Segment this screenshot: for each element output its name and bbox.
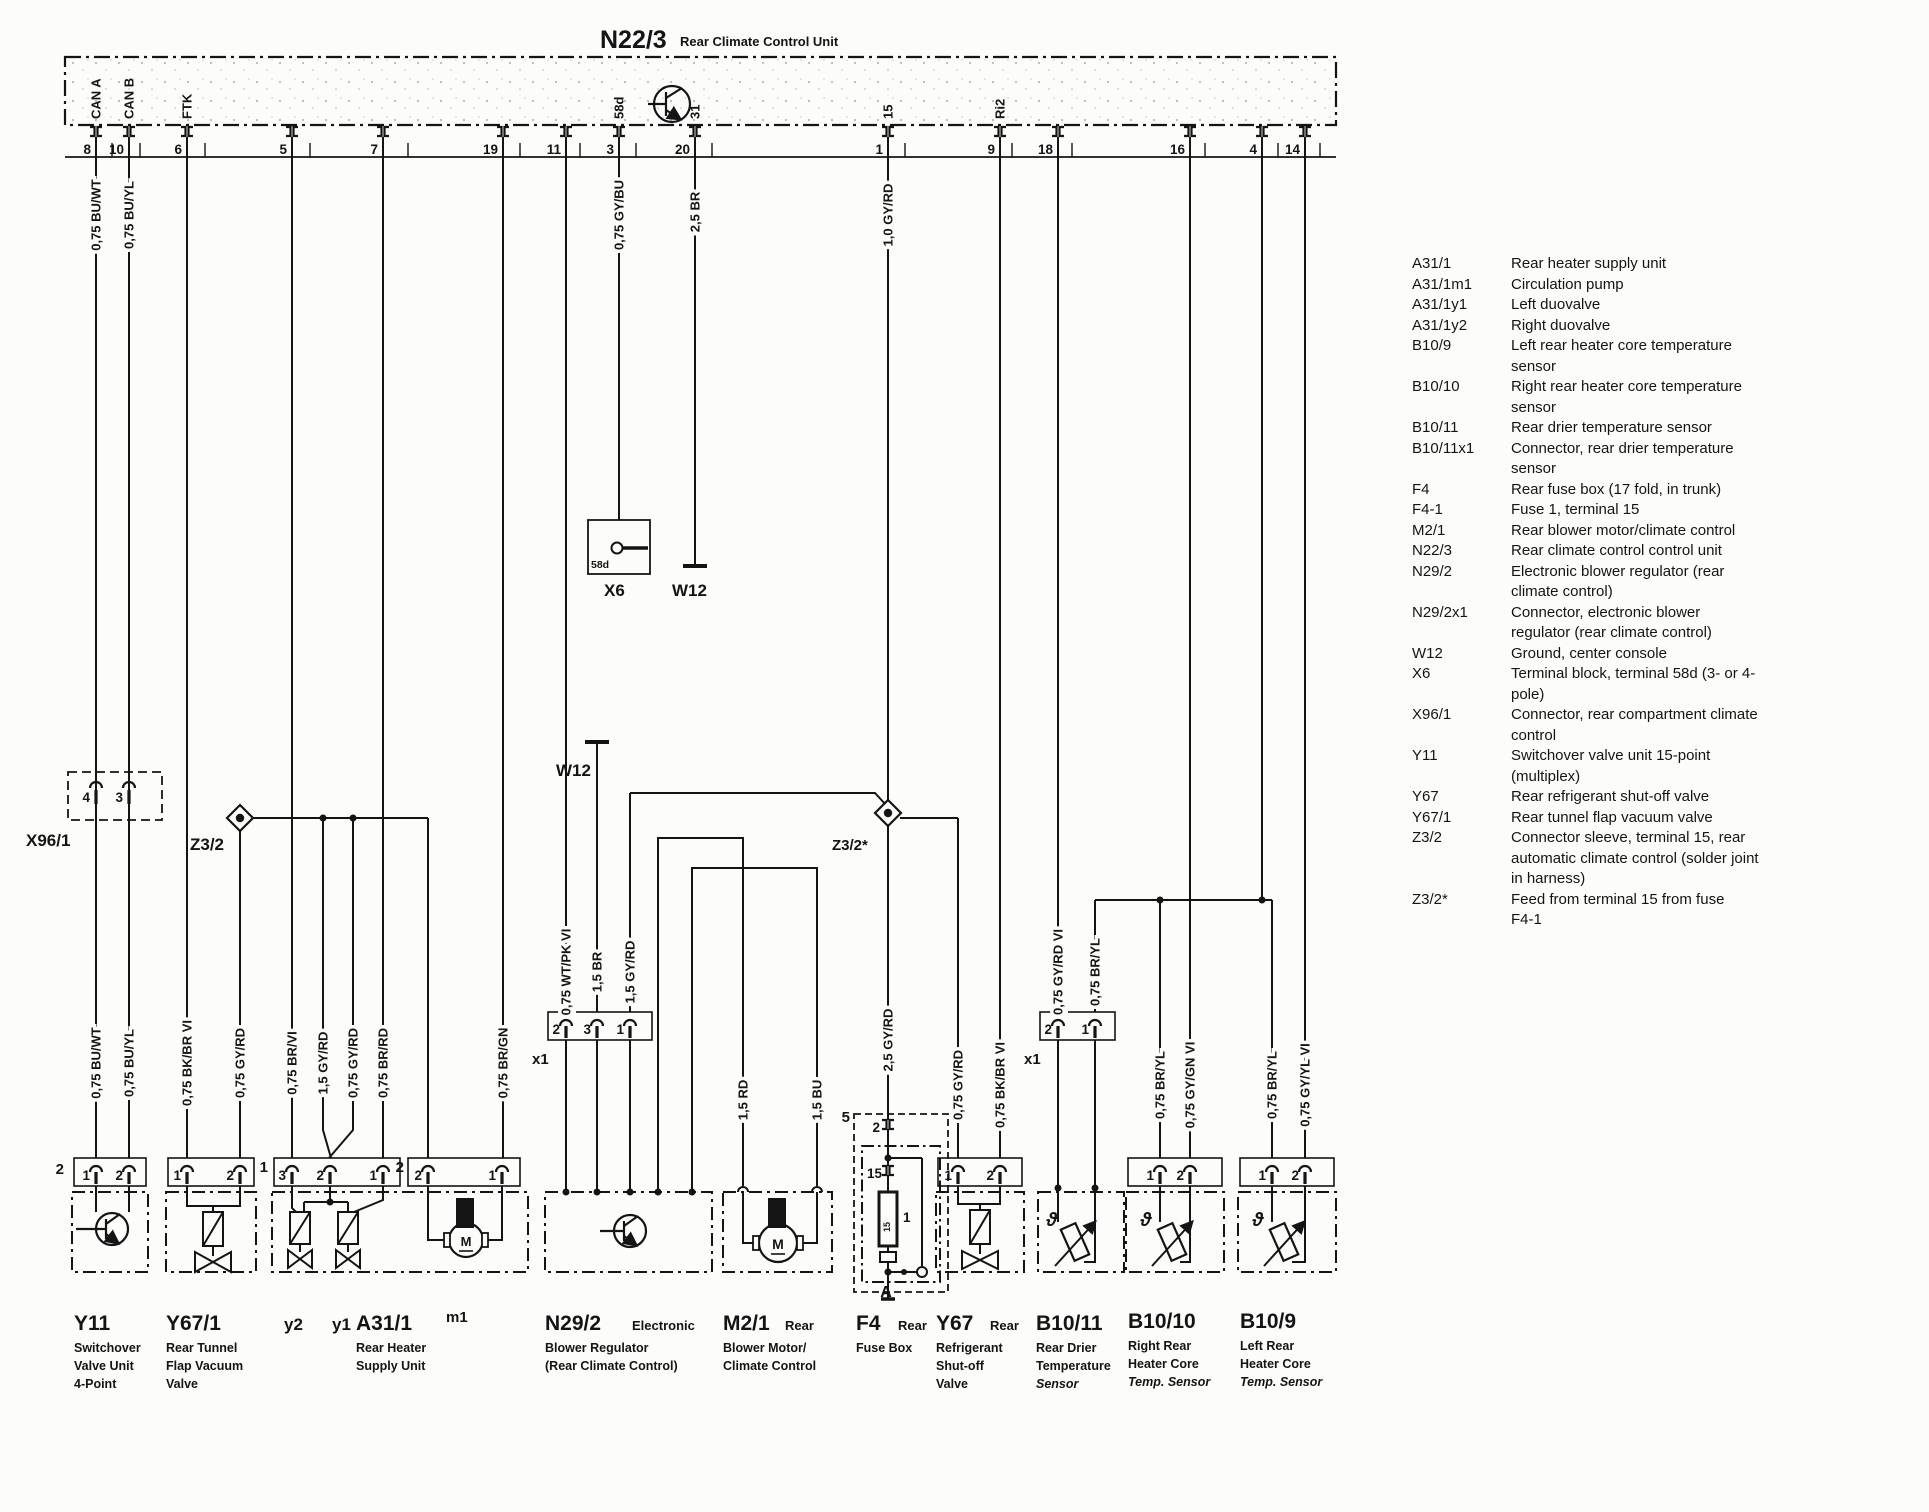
- x6-label: X6: [604, 581, 625, 600]
- legend-row: [1412, 746, 1852, 787]
- strip-pin-label: 4: [82, 790, 90, 805]
- pin-name-label: CAN B: [121, 77, 137, 119]
- x1-label-b10-11: x1: [1024, 1051, 1041, 1068]
- strip-pin-label: 2: [986, 1168, 994, 1183]
- legend-row: [1412, 521, 1852, 542]
- svg-text:Blower Regulator: Blower Regulator: [545, 1341, 649, 1355]
- legend-code: Y11: [1412, 747, 1438, 764]
- strip-pin-label: 5: [841, 1109, 850, 1126]
- legend-description: [1511, 316, 1852, 337]
- svg-text:Fuse Box: Fuse Box: [856, 1341, 913, 1355]
- component-boxes: [72, 1192, 1336, 1272]
- legend-description-line: Terminal block, terminal 58d (3- or 4-: [1511, 665, 1756, 682]
- legend-description-line: Rear climate control control unit: [1511, 542, 1722, 559]
- legend-code: Y67/1: [1412, 808, 1452, 826]
- svg-text:Heater Core: Heater Core: [1128, 1357, 1199, 1371]
- connector-x96-1: [26, 772, 162, 850]
- strip-pin-label: 1: [1258, 1168, 1266, 1183]
- legend-row: [1412, 316, 1852, 337]
- legend-code: A31/1y2: [1412, 316, 1468, 334]
- legend-description: [1511, 295, 1852, 316]
- pin-name-label: 15: [880, 104, 896, 119]
- strip-pin-label: 2: [1176, 1168, 1184, 1183]
- legend-description-line: Rear blower motor/climate control: [1511, 521, 1736, 539]
- legend-row: [1412, 500, 1852, 521]
- strip-pin-label: 15: [866, 1166, 882, 1181]
- strip-pin-label: 2: [115, 1168, 123, 1183]
- strip-pin-label: 1: [82, 1168, 90, 1183]
- pin-number: 16: [1169, 142, 1185, 157]
- legend-description-line: pole): [1511, 685, 1545, 703]
- pin-socket: [181, 1166, 193, 1172]
- legend-row: [1412, 644, 1852, 665]
- legend-code: A31/1: [1412, 255, 1452, 272]
- svg-text:Climate Control: Climate Control: [723, 1359, 817, 1373]
- svg-text:Rear: Rear: [898, 1318, 927, 1333]
- legend-row: [1412, 295, 1852, 316]
- pin-socket: [286, 1166, 298, 1172]
- legend-row: [1412, 541, 1852, 562]
- terminal-block-x6: [588, 520, 650, 600]
- legend-description-line: Left rear heater core temperature: [1511, 337, 1732, 354]
- legend-description: [1511, 439, 1852, 480]
- svg-text:4-Point: 4-Point: [74, 1377, 117, 1391]
- legend-description-line: Rear tunnel flap vacuum valve: [1511, 808, 1713, 826]
- wire-label: 0,75 GY/YL VI: [1297, 1043, 1313, 1127]
- ground-w12-lower: [556, 742, 609, 780]
- legend-description: [1511, 541, 1852, 562]
- wire-label: 0,75 BR/RD: [375, 1027, 391, 1099]
- pin-number: 18: [1037, 142, 1053, 157]
- legend-description-line: (multiplex): [1511, 767, 1581, 785]
- z3-2-star-label: Z3/2*: [832, 837, 868, 854]
- pin-socket: [123, 127, 135, 136]
- n29-2-regulator-icon: [600, 1215, 646, 1247]
- legend-description: [1511, 562, 1852, 603]
- wire-label: 0,75 BU/YL: [121, 1029, 137, 1097]
- x1-label-n29: x1: [532, 1051, 549, 1068]
- pin-socket: [1184, 1166, 1196, 1172]
- svg-text:Temp. Sensor: Temp. Sensor: [1240, 1375, 1323, 1389]
- strip-pin-label: 3: [278, 1168, 286, 1183]
- strip-pin-label: 1: [944, 1168, 952, 1183]
- pin-socket: [560, 127, 572, 136]
- solder-joint-z3-2-star: [832, 800, 901, 854]
- legend-row: [1412, 705, 1852, 746]
- wire-label: 0,75 GY/RD: [345, 1027, 361, 1099]
- pin-socket: [952, 1166, 964, 1172]
- legend-description-line: Left duovalve: [1511, 296, 1601, 313]
- legend-description-line: Rear drier temperature sensor: [1511, 419, 1712, 436]
- y67-valve-icon: [962, 1210, 998, 1269]
- svg-text:Rear: Rear: [785, 1318, 814, 1333]
- pin-socket: [1266, 1166, 1278, 1172]
- svg-text:M2/1: M2/1: [723, 1312, 770, 1335]
- legend-code: B10/9: [1412, 337, 1452, 354]
- legend-description: [1511, 890, 1852, 931]
- legend-description: [1511, 500, 1852, 521]
- legend-row: [1412, 562, 1852, 603]
- legend-description-line: in harness): [1511, 870, 1586, 887]
- legend-code: Y67: [1412, 788, 1439, 805]
- wire-label: 0,75 WT/PK VI: [558, 928, 574, 1016]
- svg-text:F4: F4: [856, 1312, 881, 1335]
- strip-pin-label: 1: [903, 1210, 911, 1225]
- wire-label: 0,75 BR/YL: [1087, 938, 1103, 1006]
- pin-number: 19: [482, 142, 498, 157]
- legend-description-line: sensor: [1511, 460, 1557, 477]
- pin-socket: [591, 1020, 603, 1026]
- legend-description-line: automatic climate control (solder joint: [1511, 849, 1759, 867]
- strip-pin-label: 1: [173, 1168, 181, 1183]
- pin-socket: [496, 1166, 508, 1172]
- svg-text:Sensor: Sensor: [1036, 1377, 1079, 1391]
- legend-description-line: Fuse 1, terminal 15: [1511, 501, 1640, 518]
- wire-label: 1,0 GY/RD: [880, 183, 896, 247]
- svg-text:Y67/1: Y67/1: [166, 1312, 221, 1335]
- wire-label: 1,5 BR: [589, 951, 605, 993]
- svg-text:Flap Vacuum: Flap Vacuum: [166, 1359, 244, 1373]
- strip-pin-label: 2: [1291, 1168, 1299, 1183]
- svg-text:Heater Core: Heater Core: [1240, 1357, 1311, 1371]
- legend-row: [1412, 664, 1852, 705]
- legend-description: [1511, 603, 1852, 644]
- strip-pin-label: A: [880, 1284, 892, 1301]
- legend-row: [1412, 336, 1852, 377]
- wire-label: 0,75 GY/RD: [950, 1049, 966, 1121]
- svg-text:Right Rear: Right Rear: [1128, 1339, 1192, 1353]
- pin-socket: [994, 1166, 1006, 1172]
- legend-code: A31/1y1: [1412, 296, 1468, 313]
- legend-description-line: Connector sleeve, terminal 15, rear: [1511, 829, 1746, 846]
- pin-socket: [286, 127, 298, 136]
- svg-text:y1: y1: [332, 1315, 351, 1334]
- wire-label: 2,5 BR: [687, 191, 703, 233]
- strip-pin-label: 2: [872, 1120, 880, 1135]
- x96-1-label: X96/1: [26, 831, 71, 850]
- pin-socket: [377, 127, 389, 136]
- legend-row: [1412, 418, 1852, 439]
- wire-label: 0,75 GY/BU: [611, 179, 627, 251]
- legend-row: [1412, 377, 1852, 418]
- legend-code: Z3/2: [1412, 829, 1443, 846]
- svg-text:Rear: Rear: [990, 1318, 1019, 1333]
- pin-socket: [1154, 1166, 1166, 1172]
- strip-pin-label: 1: [1146, 1168, 1154, 1183]
- svg-text:Supply Unit: Supply Unit: [356, 1359, 426, 1373]
- legend-description-line: Rear fuse box (17 fold, in trunk): [1511, 480, 1722, 498]
- svg-text:m1: m1: [446, 1309, 468, 1326]
- legend-description-line: Electronic blower regulator (rear: [1511, 562, 1725, 580]
- legend-description-line: F4-1: [1511, 911, 1542, 928]
- legend-description-line: Rear heater supply unit: [1511, 255, 1667, 272]
- b10-11-sensor-icon: [1055, 1222, 1095, 1266]
- legend-description: [1511, 644, 1852, 665]
- legend-row: [1412, 275, 1852, 296]
- w12-label: W12: [672, 581, 707, 600]
- legend-code: N29/2: [1412, 562, 1453, 580]
- svg-text:A31/1: A31/1: [356, 1312, 413, 1335]
- pin-number: 14: [1284, 142, 1300, 157]
- wire-label: 0,75 BR/VI: [284, 1031, 300, 1095]
- strip-pin-label: 2: [1044, 1022, 1052, 1037]
- legend-description: [1511, 521, 1852, 542]
- legend-description-line: regulator (rear climate control): [1511, 624, 1712, 641]
- svg-text:Valve: Valve: [166, 1377, 198, 1391]
- pin-number: 11: [546, 142, 561, 157]
- pin-socket: [1256, 127, 1268, 136]
- strip-pin-label: 1: [259, 1159, 268, 1176]
- pin-number: 20: [674, 142, 690, 157]
- legend-code: F4-1: [1412, 501, 1443, 518]
- pin-socket: [1299, 127, 1311, 136]
- pin-number: 4: [1249, 142, 1257, 157]
- wire-label: 1,5 GY/RD: [315, 1031, 331, 1095]
- legend-code: B10/11: [1412, 419, 1459, 436]
- wire-label: 0,75 GY/RD VI: [1050, 929, 1066, 1015]
- legend-description: [1511, 808, 1852, 829]
- wire-label: 1,5 BU: [809, 1079, 825, 1121]
- svg-text:Temp. Sensor: Temp. Sensor: [1128, 1375, 1211, 1389]
- svg-text:Refrigerant: Refrigerant: [936, 1341, 1003, 1355]
- legend-code: F4: [1412, 480, 1430, 498]
- svg-text:Valve: Valve: [936, 1377, 968, 1391]
- svg-text:Y67: Y67: [936, 1312, 974, 1335]
- pin-name-label: Ri2: [992, 98, 1008, 119]
- legend-row: [1412, 890, 1852, 931]
- pin-number: 10: [108, 142, 124, 157]
- legend-row: [1412, 828, 1852, 890]
- svg-text:y2: y2: [284, 1315, 303, 1334]
- wire-label: 0,75 BU/WT: [88, 179, 104, 251]
- pin-socket: [377, 1166, 389, 1172]
- page-title-sub: Rear Climate Control Unit: [680, 34, 839, 49]
- strip-pin-label: 1: [616, 1022, 624, 1037]
- legend-description: [1511, 828, 1852, 890]
- legend-description-line: Ground, center console: [1511, 644, 1667, 662]
- strip-pin-label: 2: [552, 1022, 560, 1037]
- svg-text:B10/11: B10/11: [1036, 1312, 1103, 1335]
- pin-number: 1: [875, 142, 883, 157]
- pin-number: 3: [606, 142, 614, 157]
- wire-label: 0,75 GY/RD: [232, 1027, 248, 1099]
- pin-name-label: CAN A: [88, 78, 104, 119]
- pin-name-label: FTK: [179, 93, 195, 119]
- legend-description: [1511, 787, 1852, 808]
- legend-code: N22/3: [1412, 542, 1453, 559]
- pin-socket: [560, 1020, 572, 1026]
- svg-text:Left Rear: Left Rear: [1240, 1339, 1295, 1353]
- svg-text:Rear Drier: Rear Drier: [1036, 1341, 1097, 1355]
- pin-socket: [882, 127, 894, 136]
- wire-label: 0,75 BR/GN: [495, 1027, 511, 1099]
- strip-pin-label: 2: [316, 1168, 324, 1183]
- pin-socket: [90, 127, 102, 136]
- wire-label: 1,5 GY/RD: [622, 940, 638, 1004]
- svg-text:B10/10: B10/10: [1128, 1310, 1196, 1333]
- legend-code: B10/10: [1412, 378, 1460, 395]
- wire-label: 0,75 BK/BR VI: [179, 1020, 195, 1106]
- wires: [96, 137, 1305, 1298]
- pin-number: 6: [174, 142, 182, 157]
- page-title: N22/3: [600, 26, 667, 54]
- legend-code: B10/11x1: [1412, 439, 1475, 457]
- legend-description-line: Circulation pump: [1511, 275, 1624, 293]
- svg-text:Switchover: Switchover: [74, 1341, 141, 1355]
- strip-pin-label: 1: [488, 1168, 496, 1183]
- legend-description-line: Switchover valve unit 15-point: [1511, 747, 1711, 764]
- component-legend: [1412, 254, 1852, 931]
- pin-socket: [497, 127, 509, 136]
- y67-1-valve-icon: [195, 1212, 231, 1272]
- b10-10-sensor-icon: [1152, 1222, 1192, 1266]
- svg-text:Rear Heater: Rear Heater: [356, 1341, 427, 1355]
- z3-2-label: Z3/2: [190, 835, 225, 854]
- pin-socket: [689, 127, 701, 136]
- legend-row: [1412, 787, 1852, 808]
- legend-code: A31/1m1: [1412, 275, 1473, 293]
- pin-socket: [1052, 1020, 1064, 1026]
- pin-number: 8: [83, 142, 91, 157]
- strip-pin-label: 2: [55, 1161, 64, 1178]
- x6-terminal-label: 58d: [591, 559, 610, 571]
- pin-socket: [1052, 127, 1064, 136]
- svg-text:Valve Unit: Valve Unit: [74, 1359, 134, 1373]
- legend-description-line: Connector, electronic blower: [1511, 603, 1701, 621]
- wire-label: 0,75 BR/YL: [1152, 1051, 1168, 1119]
- legend-code: Z3/2*: [1412, 890, 1448, 908]
- legend-description-line: Rear refrigerant shut-off valve: [1511, 788, 1710, 805]
- legend-row: [1412, 480, 1852, 501]
- wire-label: 0,75 BR/YL: [1264, 1051, 1280, 1119]
- legend-description-line: Connector, rear compartment climate: [1511, 706, 1758, 723]
- svg-text:(Rear Climate Control): (Rear Climate Control): [545, 1359, 678, 1373]
- legend-description-line: climate control): [1511, 583, 1613, 600]
- svg-text:Temperature: Temperature: [1036, 1359, 1111, 1373]
- svg-text:Electronic: Electronic: [632, 1318, 695, 1333]
- pin-socket: [234, 1166, 246, 1172]
- strip-pin-label: ϑ: [1140, 1210, 1152, 1231]
- svg-text:Blower Motor/: Blower Motor/: [723, 1341, 807, 1355]
- legend-description-line: Connector, rear drier temperature: [1511, 439, 1734, 457]
- strip-pin-label: 3: [115, 790, 123, 805]
- wire-label: 0,75 GY/GN VI: [1182, 1041, 1198, 1129]
- pin-number: 5: [279, 142, 287, 157]
- legend-row: [1412, 439, 1852, 480]
- strip-pin-label: M: [772, 1236, 784, 1252]
- pin-socket: [994, 127, 1006, 136]
- legend-description: [1511, 480, 1852, 501]
- strip-pin-label: M: [460, 1234, 472, 1249]
- strip-pin-label: 2: [414, 1168, 422, 1183]
- b10-9-sensor-icon: [1264, 1222, 1304, 1266]
- legend-description-line: Right rear heater core temperature: [1511, 378, 1742, 395]
- wire-label: 2,5 GY/RD: [880, 1008, 896, 1072]
- svg-text:B10/9: B10/9: [1240, 1310, 1297, 1333]
- pin-number: 9: [987, 142, 995, 157]
- pin-socket: [324, 1166, 336, 1172]
- svg-text:N29/2: N29/2: [545, 1312, 602, 1335]
- legend-description: [1511, 664, 1852, 705]
- legend-row: [1412, 808, 1852, 829]
- wire-label: 0,75 BU/YL: [121, 181, 137, 249]
- strip-pin-label: 15: [882, 1222, 892, 1233]
- pin-socket: [613, 127, 625, 136]
- component-labels: [74, 1309, 1323, 1391]
- pin-socket: [1299, 1166, 1311, 1172]
- legend-description: [1511, 377, 1852, 418]
- w12-label: W12: [556, 761, 591, 780]
- pin-name-label: 58d: [611, 96, 627, 119]
- pin-socket: [422, 1166, 434, 1172]
- strip-pin-label: 3: [583, 1022, 591, 1037]
- pin-socket: [123, 1166, 135, 1172]
- legend-description: [1511, 336, 1852, 377]
- strip-pin-label: 1: [369, 1168, 377, 1183]
- legend-row: [1412, 254, 1852, 275]
- legend-description-line: sensor: [1511, 398, 1557, 416]
- strip-pin-label: ϑ: [1046, 1210, 1058, 1231]
- wire-label: 1,5 RD: [735, 1079, 751, 1121]
- a31-1-valves-icon: [288, 1212, 360, 1268]
- legend-description: [1511, 275, 1852, 296]
- legend-code: N29/2x1: [1412, 603, 1468, 621]
- pin-socket: [181, 127, 193, 136]
- pin-socket: [90, 1166, 102, 1172]
- legend-code: M2/1: [1412, 521, 1446, 539]
- strip-pin-label: 2: [226, 1168, 234, 1183]
- pin-socket: [624, 1020, 636, 1026]
- wire-label: 0,75 BK/BR VI: [992, 1042, 1008, 1128]
- legend-code: X96/1: [1412, 706, 1452, 723]
- legend-description: [1511, 746, 1852, 787]
- pin-number: 7: [370, 142, 378, 157]
- wire-label: 0,75 BU/WT: [88, 1027, 104, 1099]
- legend-description-line: control: [1511, 726, 1557, 744]
- legend-description-line: Feed from terminal 15 from fuse: [1511, 890, 1725, 908]
- legend-code: W12: [1412, 644, 1443, 662]
- y11-valve-unit-icon: [76, 1213, 128, 1245]
- legend-description-line: sensor: [1511, 357, 1557, 375]
- svg-text:Shut-off: Shut-off: [936, 1359, 984, 1373]
- pin-socket: [1184, 127, 1196, 136]
- solder-joint-z3-2: [190, 805, 253, 854]
- svg-text:Rear Tunnel: Rear Tunnel: [166, 1341, 238, 1355]
- legend-description: [1511, 705, 1852, 746]
- legend-description: [1511, 254, 1852, 275]
- strip-pin-label: 1: [1081, 1022, 1089, 1037]
- legend-description: [1511, 418, 1852, 439]
- pin-socket: [1089, 1020, 1101, 1026]
- legend-description-line: Right duovalve: [1511, 316, 1611, 334]
- svg-text:Y11: Y11: [74, 1312, 111, 1335]
- strip-pin-label: 2: [395, 1159, 404, 1176]
- legend-code: X6: [1412, 665, 1431, 682]
- strip-pin-label: ϑ: [1252, 1210, 1264, 1231]
- legend-row: [1412, 603, 1852, 644]
- pin-name-label: 31: [687, 104, 703, 119]
